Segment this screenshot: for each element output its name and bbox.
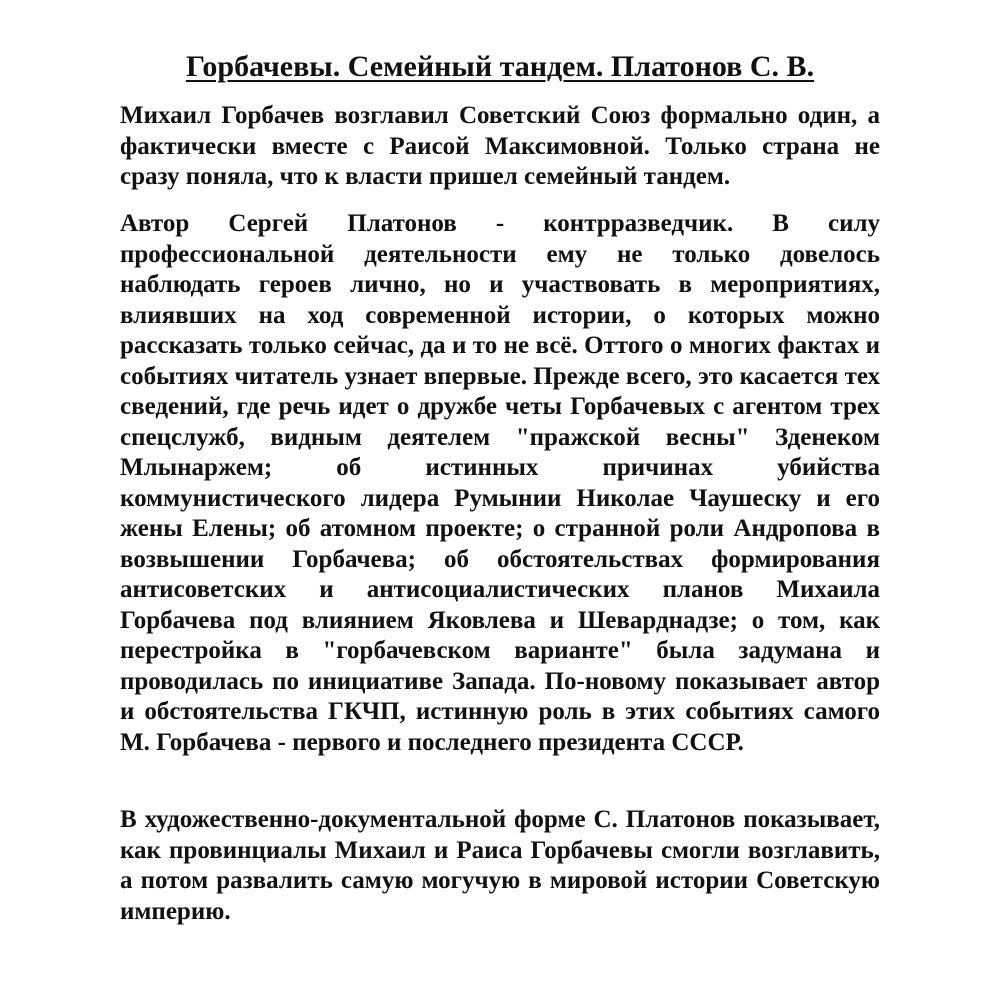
document-title-text: Горбачевы. Семейный тандем. Платонов С. В. [185,50,815,83]
paragraph-author: Автор Сергей Платонов - контрразведчик. В силу профессиональной деятельности ему не только довелось наблюдать героев лично, но и участвовать в мероприятиях, влиявших на ход современной истории, о которых можно рассказать только сейчас, да и то не всё. Оттого о многих фактах и событиях читатель узнает впервые. Прежде всего, это касается тех сведений, где речь идет о дружбе четы Горбачевых с агентом трех спецслужб, видным деятелем "пражской весны" Зденеком Млынаржем; об истинных причинах убийства коммунистического лидера Румынии Николае Чаушеску и его жены Елены; об атомном проекте; о странной роли Андропова в возвышении Горбачева; об обстоятельствах формирования антисоветских и антисоциалистических планов Михаила Горбачева под влиянием Яковлева и Шеварднадзе; о том, как перестройка в "горбачевском варианте" была задумана и проводилась по инициативе Запада. По-новому показывает автор и обстоятельства ГКЧП, истинную роль в этих событиях самого М. Горбачева - первого и последнего президента СССР. [120,210,880,756]
document-title [0,47,1000,87]
paragraph-intro: Михаил Горбачев возглавил Советский Союз формально один, а фактически вместе с Раисой Максимовной. Только страна не сразу поняла, что к власти пришел семейный тандем. [120,102,880,190]
paragraph-summary: В художественно-документальной форме С. Платонов показывает, как провинциалы Михаил и Раиса Горбачевы смогли возглавить, а потом развалить самую могучую в мировой истории Советскую империю. [120,806,880,925]
